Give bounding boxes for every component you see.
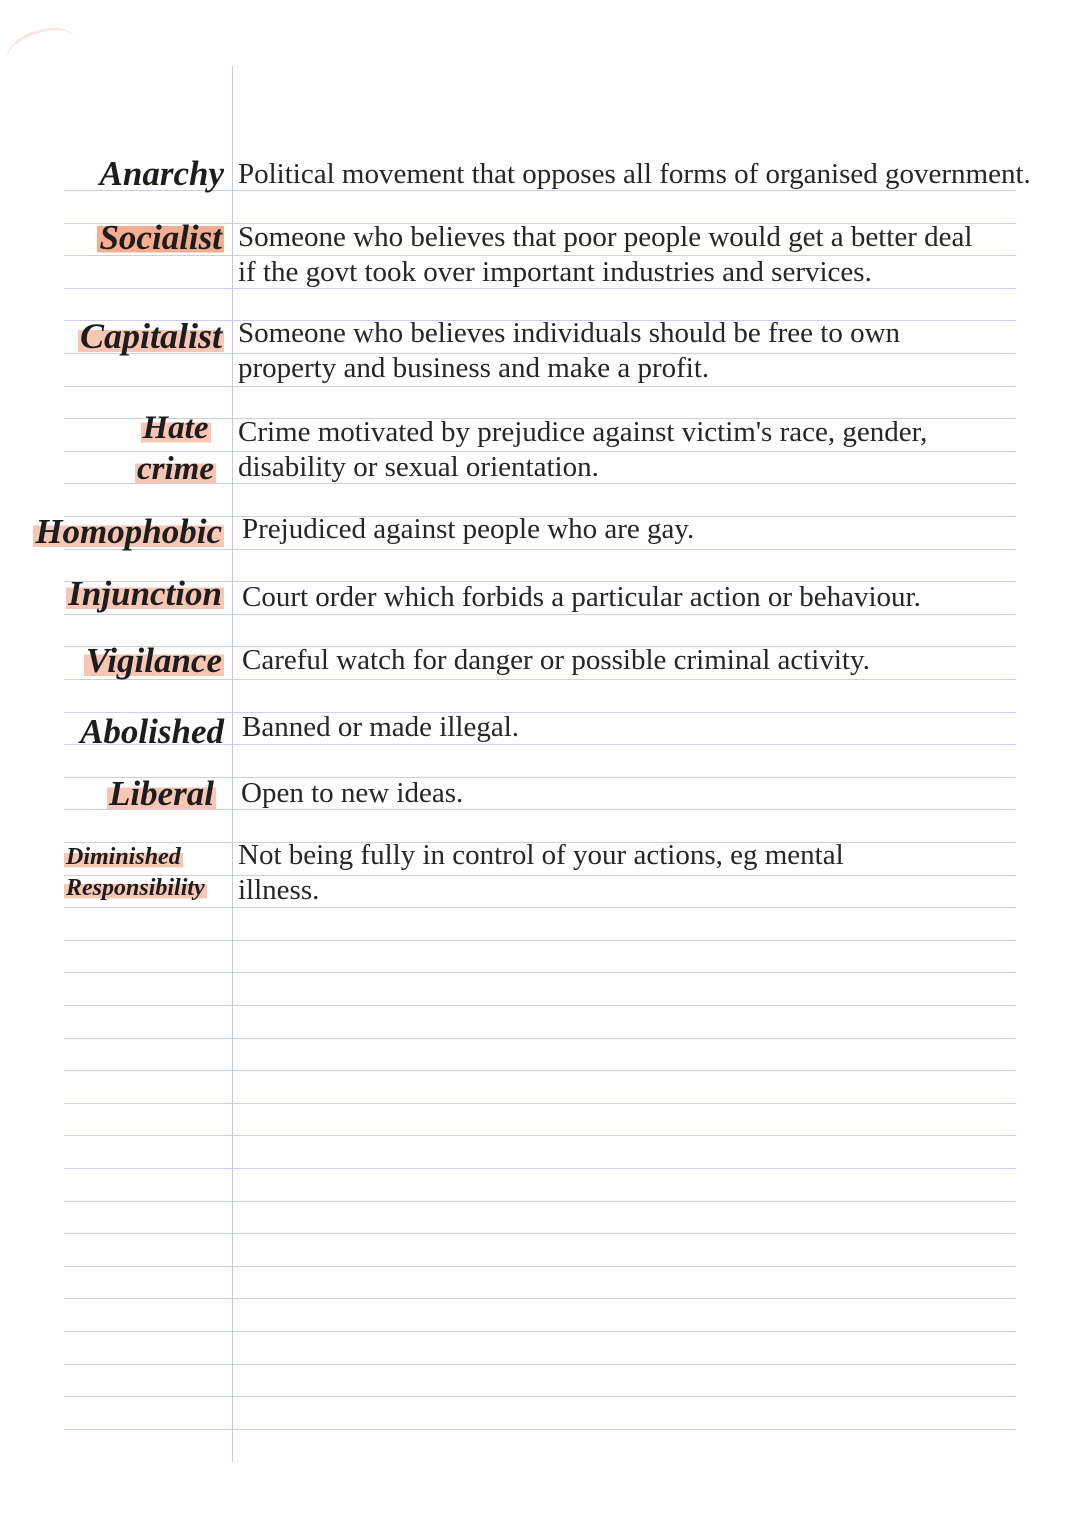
margin-line (232, 66, 233, 1462)
term-injunction: Injunction (68, 574, 222, 613)
term-capitalist: Capitalist (79, 316, 222, 356)
rule-line (64, 1233, 1016, 1234)
rule-line (64, 1429, 1016, 1430)
rule-line (64, 1168, 1016, 1169)
definition-liberal: Open to new ideas. (241, 777, 464, 809)
rule-line (64, 1201, 1016, 1202)
term-liberal: Liberal (109, 774, 214, 813)
term-homophobic: Homophobic (35, 512, 222, 551)
rule-line (64, 386, 1016, 387)
definition-hate-crime: Crime motivated by prejudice against victim's race, gender, disability or sexual orientation. (238, 416, 928, 483)
rule-line (64, 1331, 1016, 1332)
corner-smudge (2, 20, 80, 77)
definition-homophobic: Prejudiced against people who are gay. (242, 513, 695, 545)
term-diminished-responsibility: Diminished Responsibility (66, 844, 205, 901)
term-socialist: Socialist (99, 218, 222, 257)
rule-line (64, 1038, 1016, 1039)
definition-socialist: Someone who believes that poor people would get a better deal if the govt took over important industries and services. (238, 221, 973, 288)
rule-line (64, 940, 1016, 941)
definition-capitalist: Someone who believes individuals should be free to own property and business and make a profit. (238, 317, 901, 384)
definition-diminished-responsibility: Not being fully in control of your actions, eg mental illness. (238, 839, 844, 906)
definition-injunction: Court order which forbids a particular action or behaviour. (242, 581, 921, 613)
term-vigilance: Vigilance (85, 641, 222, 680)
rule-line (64, 1266, 1016, 1267)
rule-line (64, 1005, 1016, 1006)
rule-line (64, 1103, 1016, 1104)
term-abolished: Abolished (80, 712, 224, 751)
term-anarchy: Anarchy (99, 154, 224, 193)
definition-anarchy: Political movement that opposes all forms of organised government. (238, 158, 1031, 190)
rule-line (64, 1364, 1016, 1365)
rule-line (64, 1298, 1016, 1299)
term-hate-crime: Hate crime (137, 410, 214, 487)
definition-vigilance: Careful watch for danger or possible criminal activity. (242, 644, 870, 676)
rule-line (64, 1135, 1016, 1136)
rule-line (64, 1396, 1016, 1397)
rule-line (64, 1070, 1016, 1071)
rule-line (64, 972, 1016, 973)
definition-abolished: Banned or made illegal. (242, 711, 520, 743)
